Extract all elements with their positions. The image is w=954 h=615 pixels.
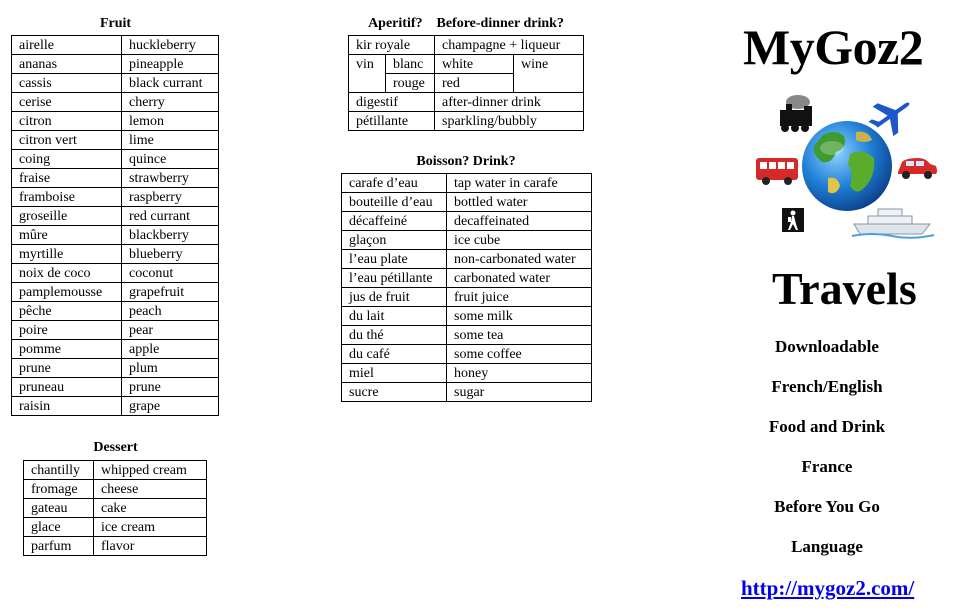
table-cell: sparkling/bubbly bbox=[435, 112, 584, 131]
table-cell: grapefruit bbox=[122, 283, 219, 302]
table-cell: carafe d’eau bbox=[342, 174, 447, 193]
table-cell: citron bbox=[12, 112, 122, 131]
table-cell: pear bbox=[122, 321, 219, 340]
table-cell: raisin bbox=[12, 397, 122, 416]
table-row bbox=[24, 518, 207, 537]
table-cell: digestif bbox=[349, 93, 435, 112]
dessert-title: Dessert bbox=[93, 440, 138, 455]
table-cell: mûre bbox=[12, 226, 122, 245]
table-cell: strawberry bbox=[122, 169, 219, 188]
table-cell: honey bbox=[447, 364, 592, 383]
table-cell: cerise bbox=[12, 93, 122, 112]
table-cell: rouge bbox=[386, 74, 435, 93]
tagline-downloadable: Downloadable bbox=[775, 337, 879, 356]
table-cell: airelle bbox=[12, 36, 122, 55]
table-cell: white bbox=[435, 55, 514, 74]
tagline-language: Language bbox=[791, 537, 863, 556]
table-cell: glace bbox=[24, 518, 94, 537]
table-cell: jus de fruit bbox=[342, 288, 447, 307]
table-row bbox=[12, 397, 219, 416]
table-row bbox=[342, 250, 592, 269]
table-row bbox=[342, 174, 592, 193]
table-row bbox=[342, 193, 592, 212]
table-cell: champagne + liqueur bbox=[435, 36, 584, 55]
tagline-france: France bbox=[801, 457, 853, 476]
table-row bbox=[12, 131, 219, 150]
table-cell: ice cube bbox=[447, 231, 592, 250]
travel-illustration bbox=[752, 92, 942, 242]
table-row bbox=[342, 364, 592, 383]
travels-heading: Travels bbox=[772, 263, 917, 314]
table-cell: du thé bbox=[342, 326, 447, 345]
table-cell: chantilly bbox=[24, 461, 94, 480]
drink-table bbox=[341, 173, 592, 402]
table-cell: l’eau pétillante bbox=[342, 269, 447, 288]
table-cell: pruneau bbox=[12, 378, 122, 397]
table-cell: wine bbox=[514, 55, 584, 93]
table-cell: sucre bbox=[342, 383, 447, 402]
aperitif-title: Aperitif? Before-dinner drink? bbox=[368, 16, 564, 31]
table-cell: apple bbox=[122, 340, 219, 359]
table-row bbox=[12, 321, 219, 340]
table-row bbox=[342, 345, 592, 364]
cruise-ship-icon bbox=[852, 209, 934, 238]
table-cell: peach bbox=[122, 302, 219, 321]
table-row bbox=[12, 188, 219, 207]
table-row bbox=[342, 383, 592, 402]
table-cell: bouteille d’eau bbox=[342, 193, 447, 212]
table-row bbox=[342, 288, 592, 307]
aperitif-table bbox=[348, 35, 584, 131]
table-cell: black currant bbox=[122, 74, 219, 93]
table-cell: quince bbox=[122, 150, 219, 169]
table-cell: some coffee bbox=[447, 345, 592, 364]
table-row bbox=[12, 74, 219, 93]
fruit-table bbox=[11, 35, 219, 416]
table-row bbox=[12, 378, 219, 397]
table-cell: carbonated water bbox=[447, 269, 592, 288]
table-cell: pomme bbox=[12, 340, 122, 359]
table-row bbox=[12, 283, 219, 302]
table-cell: pétillante bbox=[349, 112, 435, 131]
table-row bbox=[12, 36, 219, 55]
table-cell: lime bbox=[122, 131, 219, 150]
table-row bbox=[12, 359, 219, 378]
table-cell: blanc bbox=[386, 55, 435, 74]
fruit-title: Fruit bbox=[99, 16, 132, 31]
tagline-french-english: French/English bbox=[771, 377, 883, 396]
table-row bbox=[342, 269, 592, 288]
table-cell: glaçon bbox=[342, 231, 447, 250]
table-cell: ice cream bbox=[94, 518, 207, 537]
train-icon bbox=[780, 95, 812, 132]
table-row bbox=[342, 212, 592, 231]
table-row bbox=[12, 226, 219, 245]
brand-title: MyGoz2 bbox=[743, 19, 924, 75]
table-cell: plum bbox=[122, 359, 219, 378]
table-cell: fromage bbox=[24, 480, 94, 499]
table-row bbox=[349, 55, 584, 74]
table-row bbox=[24, 499, 207, 518]
table-cell: framboise bbox=[12, 188, 122, 207]
drink-title: Boisson? Drink? bbox=[416, 154, 516, 169]
table-cell: citron vert bbox=[12, 131, 122, 150]
table-cell: blackberry bbox=[122, 226, 219, 245]
table-cell: ananas bbox=[12, 55, 122, 74]
table-cell: gateau bbox=[24, 499, 94, 518]
table-cell: coconut bbox=[122, 264, 219, 283]
table-cell: du café bbox=[342, 345, 447, 364]
table-cell: cassis bbox=[12, 74, 122, 93]
table-cell: red bbox=[435, 74, 514, 93]
table-cell: fruit juice bbox=[447, 288, 592, 307]
table-cell: some tea bbox=[447, 326, 592, 345]
car-icon bbox=[898, 158, 937, 179]
table-row bbox=[349, 93, 584, 112]
table-row bbox=[12, 112, 219, 131]
table-row bbox=[24, 537, 207, 556]
table-cell: fraise bbox=[12, 169, 122, 188]
table-row bbox=[342, 307, 592, 326]
table-cell: whipped cream bbox=[94, 461, 207, 480]
table-cell: noix de coco bbox=[12, 264, 122, 283]
table-cell: pêche bbox=[12, 302, 122, 321]
table-cell: pamplemousse bbox=[12, 283, 122, 302]
table-row bbox=[12, 340, 219, 359]
table-cell: blueberry bbox=[122, 245, 219, 264]
table-cell: miel bbox=[342, 364, 447, 383]
globe-icon bbox=[802, 121, 892, 211]
table-row bbox=[24, 461, 207, 480]
table-cell: non-carbonated water bbox=[447, 250, 592, 269]
table-cell: after-dinner drink bbox=[435, 93, 584, 112]
table-row bbox=[342, 326, 592, 345]
table-row bbox=[349, 112, 584, 131]
table-row bbox=[12, 150, 219, 169]
table-cell: flavor bbox=[94, 537, 207, 556]
table-row bbox=[342, 231, 592, 250]
table-cell: raspberry bbox=[122, 188, 219, 207]
table-cell: pineapple bbox=[122, 55, 219, 74]
website-link[interactable]: http://mygoz2.com/ bbox=[741, 576, 915, 600]
bus-icon bbox=[756, 158, 798, 185]
table-cell: l’eau plate bbox=[342, 250, 447, 269]
table-row bbox=[12, 245, 219, 264]
table-cell: prune bbox=[122, 378, 219, 397]
table-cell: décaffeiné bbox=[342, 212, 447, 231]
table-cell: vin bbox=[349, 55, 386, 93]
table-cell: bottled water bbox=[447, 193, 592, 212]
table-row bbox=[12, 93, 219, 112]
table-cell: kir royale bbox=[349, 36, 435, 55]
table-row bbox=[12, 169, 219, 188]
table-cell: prune bbox=[12, 359, 122, 378]
tagline-food-and-drink: Food and Drink bbox=[768, 417, 886, 436]
table-cell: du lait bbox=[342, 307, 447, 326]
table-cell: grape bbox=[122, 397, 219, 416]
table-cell: groseille bbox=[12, 207, 122, 226]
table-row bbox=[349, 36, 584, 55]
table-cell: lemon bbox=[122, 112, 219, 131]
table-cell: cake bbox=[94, 499, 207, 518]
table-row bbox=[12, 264, 219, 283]
table-cell: sugar bbox=[447, 383, 592, 402]
dessert-table bbox=[23, 460, 207, 556]
table-cell: some milk bbox=[447, 307, 592, 326]
table-row bbox=[12, 55, 219, 74]
table-cell: huckleberry bbox=[122, 36, 219, 55]
table-cell: cherry bbox=[122, 93, 219, 112]
hiker-icon bbox=[782, 208, 804, 232]
table-cell: parfum bbox=[24, 537, 94, 556]
table-cell: myrtille bbox=[12, 245, 122, 264]
table-cell: poire bbox=[12, 321, 122, 340]
table-cell: decaffeinated bbox=[447, 212, 592, 231]
table-cell: cheese bbox=[94, 480, 207, 499]
table-cell: coing bbox=[12, 150, 122, 169]
table-cell: red currant bbox=[122, 207, 219, 226]
table-cell: tap water in carafe bbox=[447, 174, 592, 193]
table-row bbox=[12, 207, 219, 226]
table-row bbox=[24, 480, 207, 499]
table-row bbox=[12, 302, 219, 321]
tagline-before-you-go: Before You Go bbox=[774, 497, 880, 516]
